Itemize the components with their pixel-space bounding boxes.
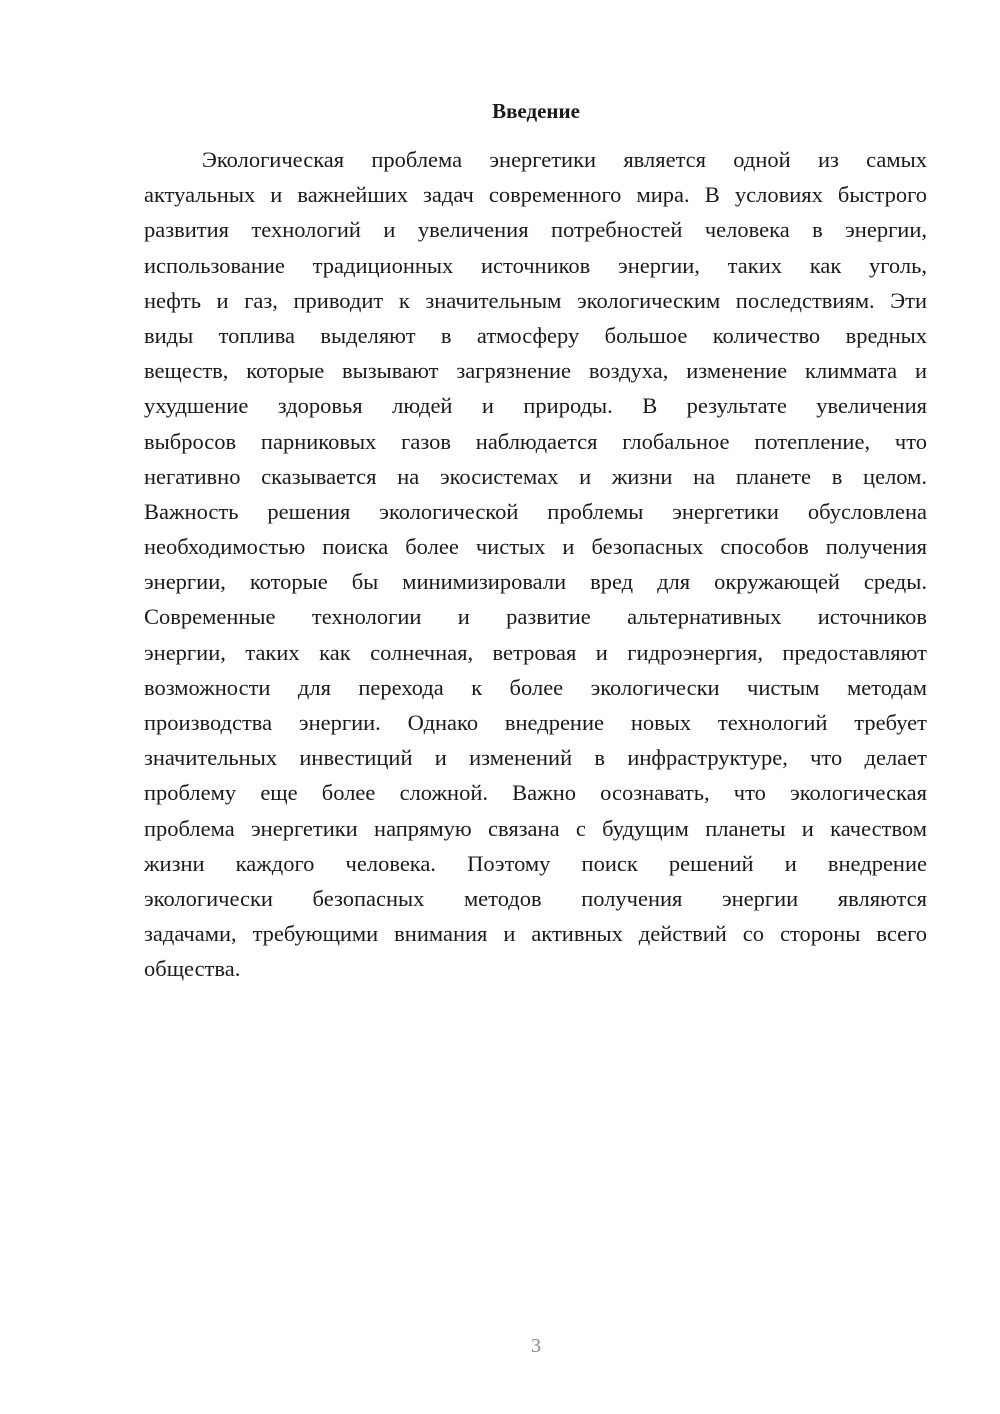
paragraph-line: Экологическая проблема энергетики является одной из самых xyxy=(202,147,927,172)
paragraph-line: ухудшение здоровья людей и природы. В результате увеличения xyxy=(144,393,927,419)
paragraph-line: возможности для перехода к более экологически чистым методам xyxy=(144,674,927,700)
paragraph-line: энергии, которые бы минимизировали вред для окружающей среды. xyxy=(144,569,927,595)
paragraph-line: развития технологий и увеличения потребностей человека в энергии, xyxy=(144,217,927,243)
paragraph-line: виды топлива выделяют в атмосферу большое количество вредных xyxy=(144,322,927,348)
paragraph-line: использование традиционных источников энергии, таких как уголь, xyxy=(144,252,927,278)
paragraph-line: проблему еще более сложной. Важно осознавать, что экологическая xyxy=(144,780,927,806)
paragraph-line: производства энергии. Однако внедрение новых технологий требует xyxy=(144,710,927,735)
page-number: 3 xyxy=(531,1335,541,1357)
paragraph-line: негативно сказывается на экосистемах и жизни на планете в целом. xyxy=(144,463,927,489)
section-heading: Введение xyxy=(492,99,580,123)
paragraph-line: веществ, которые вызывают загрязнение воздуха, изменение климмата и xyxy=(144,358,927,384)
paragraph-line: общества. xyxy=(144,956,241,982)
paragraph-line: проблема энергетики напрямую связана с будущим планеты и качеством xyxy=(144,815,927,841)
paragraph-line: Современные технологии и развитие альтернативных источников xyxy=(144,604,927,630)
paragraph-line: значительных инвестиций и изменений в инфраструктуре, что делает xyxy=(144,745,927,771)
paragraph-line: жизни каждого человека. Поэтому поиск решений и внедрение xyxy=(144,850,927,876)
paragraph-line: необходимостью поиска более чистых и безопасных способов получения xyxy=(144,534,927,560)
paragraph-line: выбросов парниковых газов наблюдается глобальное потепление, что xyxy=(144,428,927,454)
paragraph-line: Важность решения экологической проблемы энергетики обусловлена xyxy=(144,498,927,524)
body-paragraph xyxy=(144,142,927,987)
paragraph-line: задачами, требующими внимания и активных действий со стороны всего xyxy=(144,921,927,947)
paragraph-line: энергии, таких как солнечная, ветровая и гидроэнергия, предоставляют xyxy=(144,639,927,665)
paragraph-line: нефть и газ, приводит к значительным экологическим последствиям. Эти xyxy=(144,287,927,313)
paragraph-line: актуальных и важнейших задач современного мира. В условиях быстрого xyxy=(144,182,927,208)
paragraph-line: экологически безопасных методов получения энергии являются xyxy=(144,885,927,911)
